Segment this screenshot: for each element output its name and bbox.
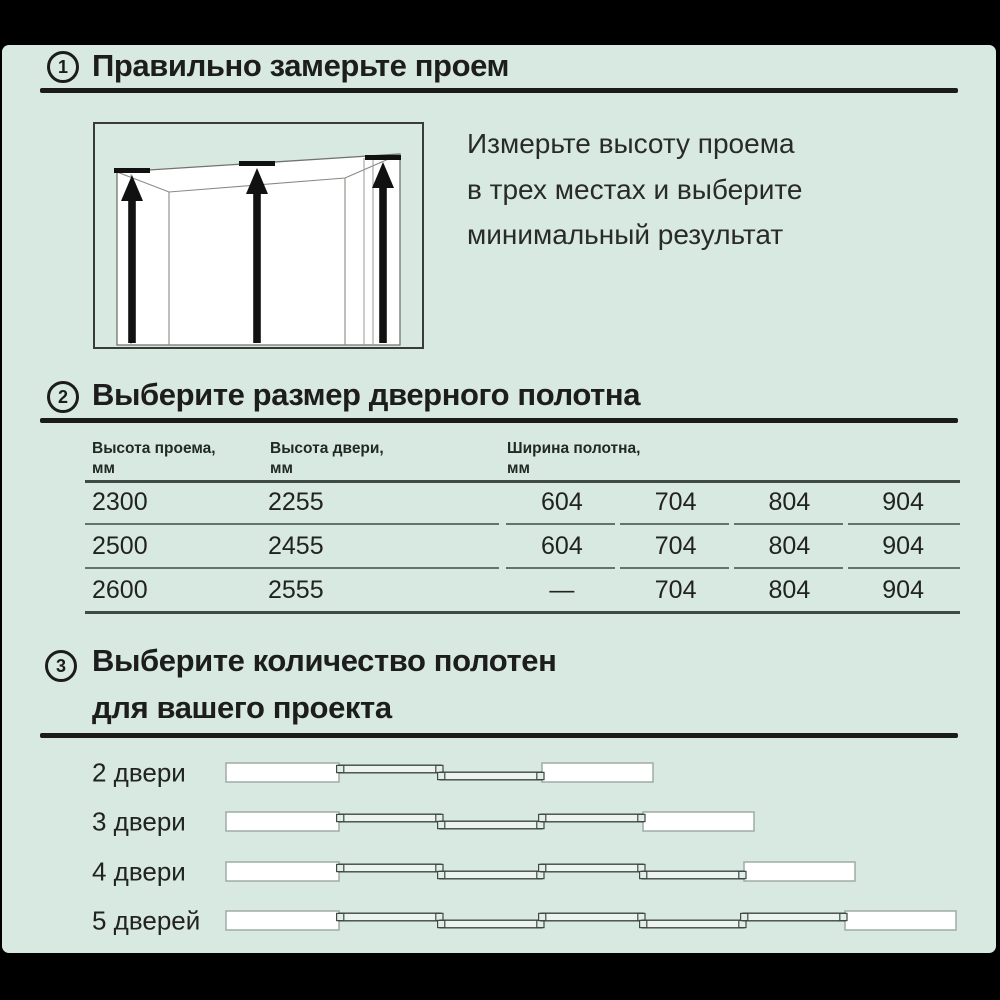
step-2-underline	[40, 418, 958, 423]
cell-width: 904	[882, 575, 924, 604]
cell-door-height: 2455	[268, 531, 324, 560]
step-1-underline	[40, 88, 958, 93]
cell-width: 604	[541, 531, 583, 560]
step-2-number-badge	[47, 381, 79, 413]
table-row	[85, 481, 960, 523]
instruction-line-1: Измерьте высоту проема	[467, 128, 795, 159]
door-count-option	[2, 848, 996, 895]
door-count-option	[2, 798, 996, 845]
table-row	[85, 569, 960, 611]
table-bottom-rule	[85, 611, 960, 614]
door-config-diagram	[225, 907, 957, 935]
cell-width: 804	[768, 575, 811, 604]
measurement-arrows-illustration	[95, 124, 422, 347]
measurement-instruction-text	[467, 121, 802, 258]
step-1-number-badge	[47, 51, 79, 83]
cell-width: 604	[541, 487, 583, 516]
cell-opening-height: 2600	[92, 575, 148, 604]
cell-width: 704	[654, 487, 697, 516]
column-header-opening-height: Высота проема, мм	[92, 440, 216, 477]
step-3-number: 3	[55, 655, 66, 676]
cell-opening-height: 2500	[92, 531, 148, 560]
step-3-underline	[40, 733, 958, 738]
cell-width: 904	[882, 531, 924, 560]
instruction-line-2: в трех местах и выберите	[467, 173, 803, 205]
step-1-title: Правильно замерьте проем	[92, 48, 510, 83]
cell-width: —	[549, 575, 575, 604]
table-row	[85, 525, 960, 567]
cell-door-height: 2255	[268, 487, 324, 516]
cell-width: 804	[768, 487, 811, 516]
step-3-title-line-1: Выберите количество полотен	[92, 643, 557, 678]
door-count-label: 5 дверей	[92, 905, 201, 935]
door-size-table	[85, 435, 960, 617]
cell-width: 804	[768, 531, 811, 560]
cell-width: 904	[882, 487, 924, 516]
cell-door-height: 2555	[268, 575, 324, 604]
column-header-door-height: Высота двери, мм	[270, 440, 384, 477]
column-header-panel-width: Ширина полотна, мм	[507, 440, 641, 477]
cell-width: 704	[654, 575, 697, 604]
cell-opening-height: 2300	[92, 487, 148, 516]
door-count-label: 4 двери	[92, 856, 186, 886]
step-2-title: Выберите размер дверного полотна	[92, 377, 641, 412]
instruction-line-3: минимальный результат	[467, 219, 784, 250]
door-config-diagram	[225, 759, 654, 787]
step-1-number: 1	[57, 56, 68, 77]
door-config-diagram	[225, 808, 755, 836]
door-opening-measurement-diagram	[93, 122, 424, 349]
door-count-label: 3 двери	[92, 806, 186, 836]
step-3-number-badge	[45, 650, 77, 682]
step-2-number: 2	[57, 386, 68, 407]
infographic-page	[2, 45, 996, 953]
door-count-label: 2 двери	[92, 757, 186, 787]
door-config-diagram	[225, 858, 856, 886]
cell-width: 704	[654, 531, 697, 560]
step-3-title-line-2: для вашего проекта	[92, 690, 392, 725]
door-count-option	[2, 897, 996, 944]
door-count-option	[2, 749, 996, 796]
